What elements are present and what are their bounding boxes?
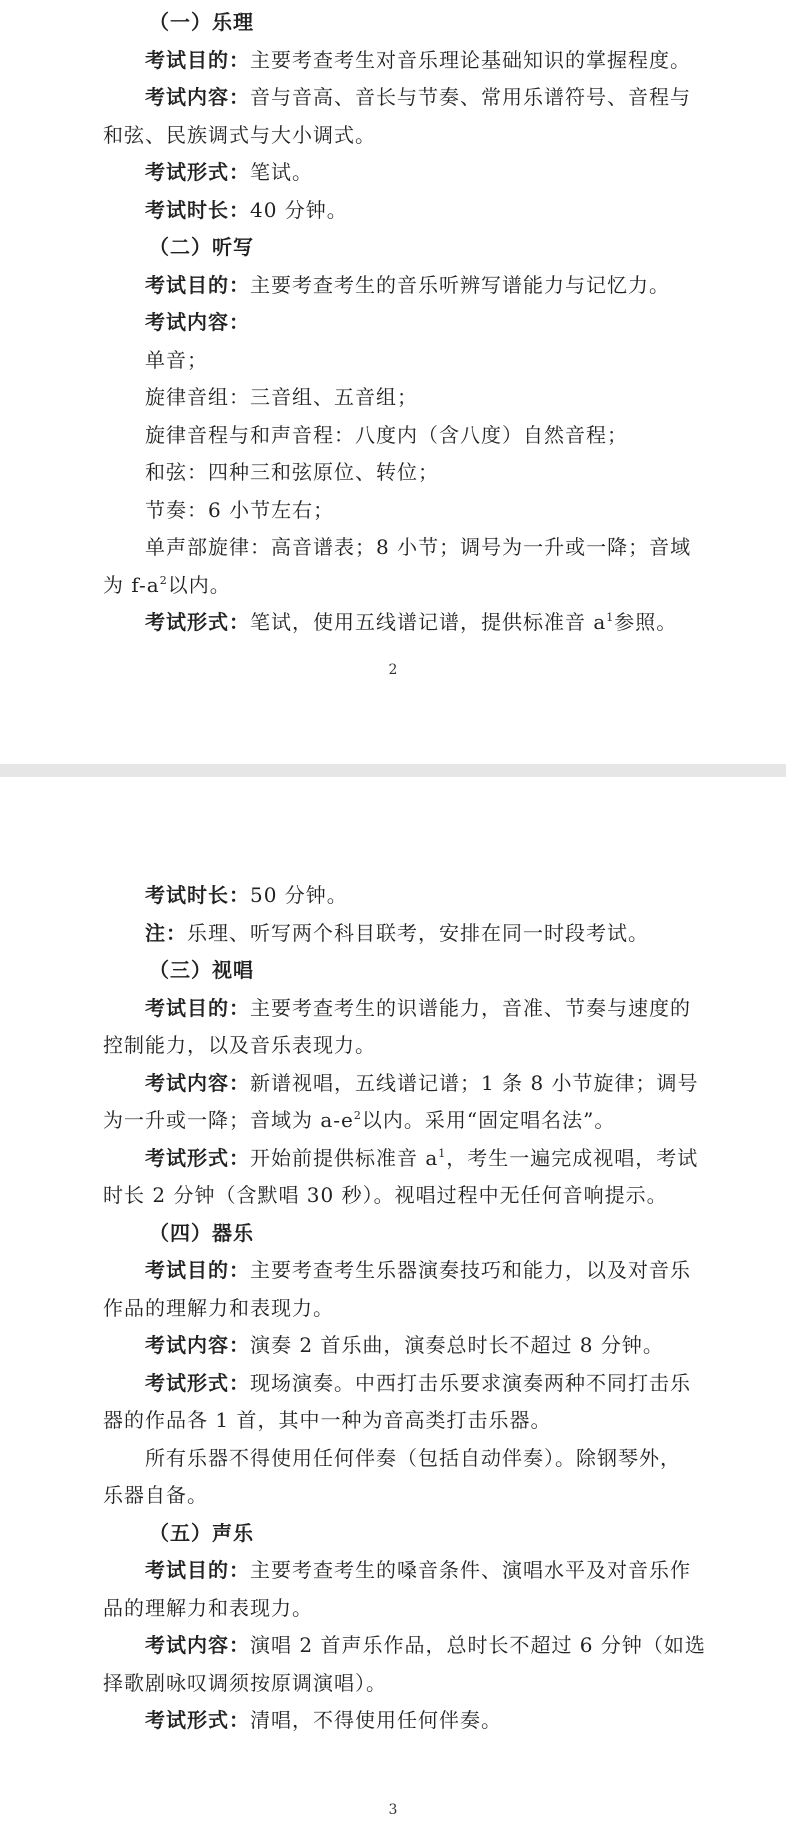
text: 乐理、听写两个科目联考，安排在同一时段考试。 [187, 920, 649, 945]
paragraph-duration [103, 192, 703, 230]
paragraph-purpose [103, 1252, 703, 1290]
text: 主要考查考生的音乐听辨写谱能力与记忆力。 [250, 272, 670, 297]
text: 笔试。 [250, 160, 313, 184]
section-title-instrumental: （四）器乐 [149, 1220, 254, 1245]
paragraph-content [103, 1065, 703, 1103]
section-title-dictation: （二）听写 [149, 235, 254, 259]
paragraph-content [103, 79, 703, 117]
paragraph-content-cont [103, 1102, 703, 1140]
list-item: 节奏：6 小节左右； [145, 497, 335, 522]
text: 演奏 2 首乐曲，演奏总时长不超过 8 分钟。 [250, 1333, 664, 1357]
page-2-content [103, 4, 703, 642]
list-item: 旋律音程与和声音程：八度内（含八度）自然音程； [145, 422, 628, 447]
page-separator [0, 764, 786, 777]
text: ，考生一遍完成视唱，考试 [446, 1145, 699, 1170]
text: 开始前提供标准音 a [250, 1145, 439, 1170]
text: 演唱 2 首声乐作品，总时长不超过 6 分钟（如选 [250, 1633, 706, 1657]
paragraph-purpose-cont: 作品的理解力和表现力。 [103, 1295, 334, 1320]
label: 考试目的： [145, 1558, 250, 1582]
label: 考试目的： [145, 47, 250, 72]
paragraph-content [103, 304, 703, 342]
text: 40 分钟。 [250, 197, 348, 222]
text: 以内。采用“固定唱名法”。 [361, 1108, 616, 1132]
paragraph-form [103, 1140, 703, 1178]
text: 现场演奏。中西打击乐要求演奏两种不同打击乐 [250, 1370, 691, 1395]
text: 笔试，使用五线谱记谱，提供标准音 a [250, 610, 607, 634]
list-item: 旋律音组：三音组、五音组； [145, 385, 418, 409]
paragraph-purpose [103, 1552, 703, 1590]
label: 注： [145, 920, 187, 945]
label: 考试目的： [145, 272, 250, 297]
superscript: 1 [438, 1146, 447, 1160]
paragraph-accompaniment-note-cont: 乐器自备。 [103, 1483, 208, 1507]
superscript: 2 [353, 1109, 362, 1122]
paragraph-content [103, 1627, 706, 1665]
paragraph-form [103, 1365, 703, 1403]
label: 考试目的： [145, 1258, 250, 1282]
text: 以内。 [167, 572, 231, 597]
paragraph-duration [103, 877, 703, 915]
text: 清唱，不得使用任何伴奏。 [250, 1708, 502, 1732]
label: 考试形式： [145, 160, 250, 184]
label: 考试内容： [145, 310, 250, 334]
label: 考试内容： [145, 1070, 250, 1095]
paragraph-purpose [103, 990, 703, 1028]
label: 考试形式： [145, 1145, 250, 1170]
text: 音与音高、音长与节奏、常用乐谱符号、音程与 [250, 85, 691, 109]
list-item: 单音； [145, 347, 208, 372]
text: 参照。 [614, 610, 678, 634]
superscript: 1 [606, 611, 615, 624]
paragraph-form-cont: 时长 2 分钟（含默唱 30 秒）。视唱过程中无任何音响提示。 [103, 1183, 668, 1207]
text: 主要考查考生的识谱能力，音准、节奏与速度的 [250, 995, 691, 1020]
page-number: 3 [388, 1802, 398, 1818]
paragraph-purpose [103, 42, 703, 80]
label: 考试内容： [145, 1333, 250, 1357]
label: 考试形式： [145, 610, 250, 634]
paragraph-purpose-cont: 品的理解力和表现力。 [103, 1595, 313, 1620]
text: 新谱视唱，五线谱记谱；1 条 8 小节旋律；调号 [250, 1070, 699, 1095]
label: 考试时长： [145, 197, 250, 222]
page-number: 2 [388, 662, 398, 678]
section-title-vocal: （五）声乐 [149, 1520, 254, 1545]
paragraph-content-cont: 和弦、民族调式与大小调式。 [103, 122, 376, 147]
paragraph-purpose-cont: 控制能力，以及音乐表现力。 [103, 1033, 376, 1057]
label: 考试时长： [145, 883, 250, 907]
list-item: 和弦：四种三和弦原位、转位； [145, 460, 439, 484]
label: 考试形式： [145, 1708, 250, 1732]
section-title-sight-singing: （三）视唱 [149, 958, 254, 982]
text: 50 分钟。 [250, 883, 348, 907]
text: 为 f-a [103, 572, 160, 597]
paragraph-form [103, 154, 703, 192]
list-item: 单声部旋律：高音谱表；8 小节；调号为一升或一降；音域 [145, 535, 692, 559]
page-2 [0, 0, 786, 764]
label: 考试目的： [145, 995, 250, 1020]
text: 主要考查考生乐器演奏技巧和能力，以及对音乐 [250, 1258, 691, 1282]
paragraph-purpose [103, 267, 703, 305]
paragraph-content-cont: 择歌剧咏叹调须按原调演唱）。 [103, 1670, 387, 1695]
paragraph-content [103, 1327, 703, 1365]
superscript: 2 [159, 573, 168, 587]
label: 考试内容： [145, 1633, 250, 1657]
paragraph-form [103, 604, 703, 642]
label: 考试形式： [145, 1370, 250, 1395]
label: 考试内容： [145, 85, 250, 109]
paragraph-note [103, 915, 703, 953]
paragraph-accompaniment-note: 所有乐器不得使用任何伴奏（包括自动伴奏）。除钢琴外， [145, 1445, 681, 1470]
section-title-music-theory: （一）乐理 [149, 10, 254, 34]
paragraph-form-cont: 器的作品各 1 首，其中一种为音高类打击乐器。 [103, 1408, 552, 1432]
paragraph-form [103, 1702, 703, 1740]
text: 主要考查考生的嗓音条件、演唱水平及对音乐作 [250, 1558, 691, 1582]
page-3-content [103, 877, 706, 1740]
text: 为一升或一降；音域为 a-e [103, 1108, 354, 1132]
text: 主要考查考生对音乐理论基础知识的掌握程度。 [250, 47, 691, 72]
page-3 [0, 777, 786, 1832]
list-item-cont [103, 567, 703, 605]
